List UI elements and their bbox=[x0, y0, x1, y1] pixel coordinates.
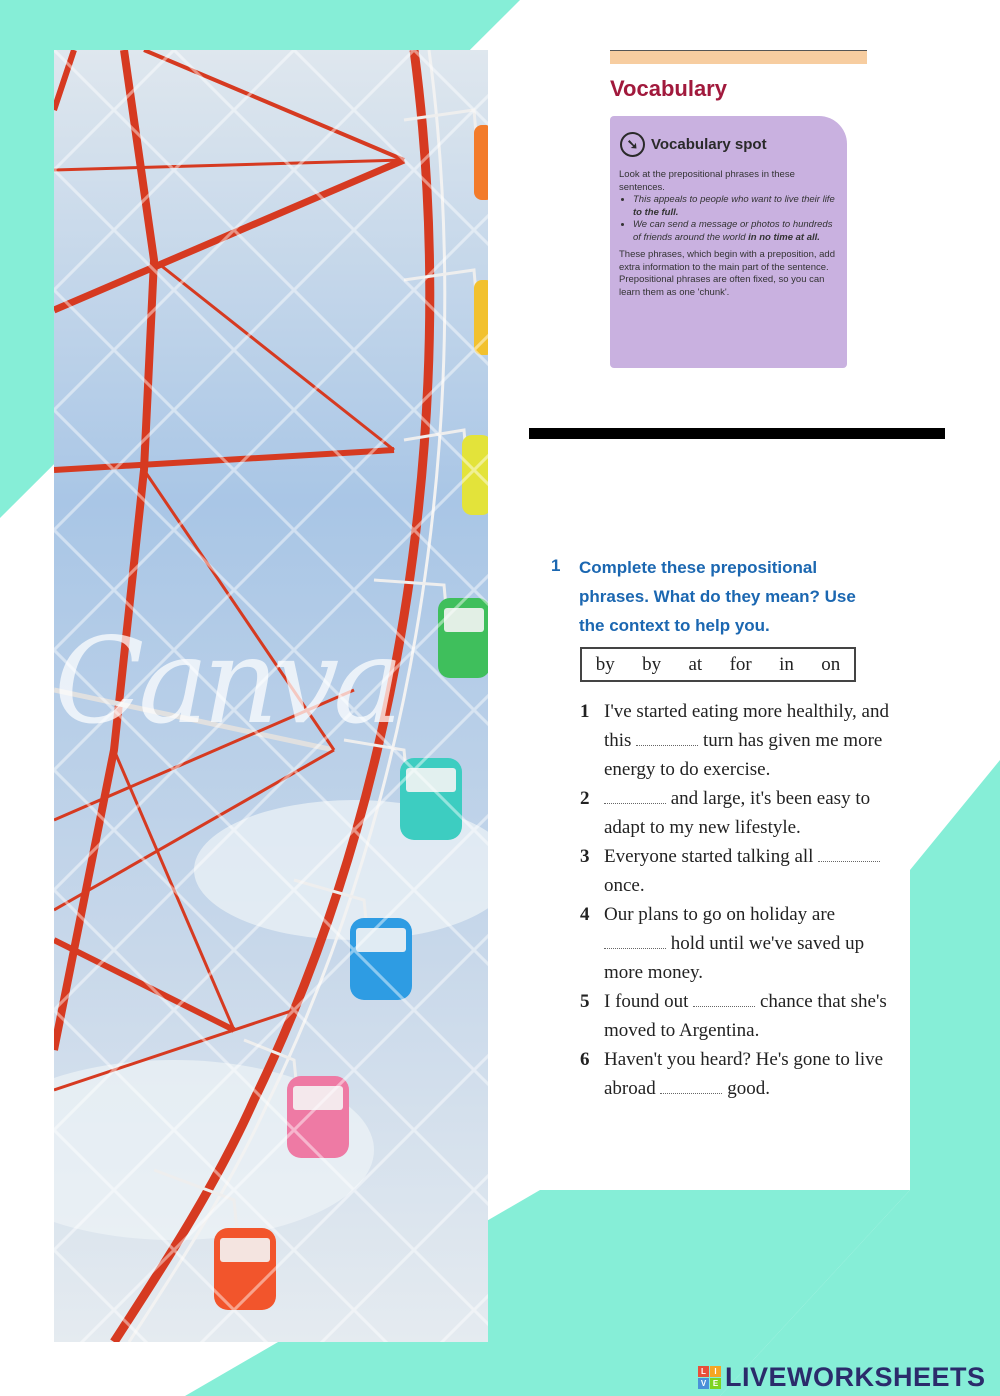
item-text-after: turn has given me more energy to do exercise. bbox=[604, 730, 883, 780]
exercise-item bbox=[580, 784, 900, 842]
exercise-item bbox=[580, 900, 900, 987]
canva-watermark: Canva bbox=[54, 612, 398, 750]
item-text bbox=[604, 987, 896, 1045]
word-bank-item: on bbox=[821, 653, 841, 675]
liveworksheets-logo[interactable] bbox=[698, 1362, 986, 1393]
vocabulary-spot-body bbox=[619, 169, 841, 299]
example-list bbox=[619, 194, 841, 244]
item-number: 5 bbox=[580, 991, 590, 1012]
example-phrase: to the full. bbox=[633, 206, 679, 218]
word-bank-item: for bbox=[729, 653, 752, 675]
example-item bbox=[633, 194, 841, 219]
item-text-before: Our plans to go on holiday are bbox=[604, 904, 836, 925]
example-text: This appeals to people who want to live their life bbox=[633, 194, 835, 205]
word-bank-item: by bbox=[642, 653, 662, 675]
item-text-before: Everyone started talking all bbox=[604, 846, 819, 867]
item-text bbox=[604, 784, 896, 842]
item-number: 6 bbox=[580, 1049, 590, 1070]
answer-blank[interactable] bbox=[604, 936, 666, 949]
vocabulary-intro: Look at the prepositional phrases in these sentences. bbox=[619, 169, 795, 193]
logo-badge-letter: E bbox=[710, 1378, 721, 1389]
exercise-panel bbox=[545, 540, 910, 1185]
word-bank-item: by bbox=[595, 653, 615, 675]
item-text bbox=[604, 842, 896, 900]
item-number: 3 bbox=[580, 846, 590, 867]
item-number: 4 bbox=[580, 904, 590, 925]
logo-badge-letter: V bbox=[698, 1378, 709, 1389]
logo-badge-icon bbox=[698, 1366, 721, 1389]
item-text-before: Haven't you heard? He's gone to live abroad bbox=[604, 1049, 884, 1099]
exercise-item bbox=[580, 1045, 900, 1103]
item-number: 2 bbox=[580, 788, 590, 809]
exercise-items bbox=[580, 697, 900, 1103]
header-bar bbox=[610, 50, 867, 64]
example-text: We can send a message or photos to hundreds of friends around the world bbox=[633, 219, 833, 243]
item-text bbox=[604, 1045, 896, 1103]
exercise-item bbox=[580, 987, 900, 1045]
item-text-after: and large, it's been easy to adapt to my new lifestyle. bbox=[604, 788, 871, 838]
example-item bbox=[633, 219, 841, 244]
section-divider bbox=[529, 428, 945, 439]
vocabulary-explanation: These phrases, which begin with a preposition, add extra information to the main part of the sentence. Prepositional phrases are often fixed, so you can learn them as one 'chunk'. bbox=[619, 249, 835, 298]
exercise-item bbox=[580, 842, 900, 900]
word-bank bbox=[580, 647, 856, 682]
vocabulary-title: Vocabulary bbox=[610, 76, 727, 101]
item-text-after: good. bbox=[722, 1078, 770, 1099]
item-text-after: chance that she's moved to Argentina. bbox=[604, 991, 887, 1041]
word-bank-item: in bbox=[779, 653, 794, 675]
item-text bbox=[604, 900, 896, 987]
example-phrase: in no time at all. bbox=[748, 231, 820, 243]
vocabulary-spot-header bbox=[620, 132, 767, 157]
answer-blank[interactable] bbox=[660, 1081, 722, 1094]
answer-blank[interactable] bbox=[818, 849, 880, 862]
exercise-number: 1 bbox=[551, 556, 561, 575]
answer-blank[interactable] bbox=[636, 733, 698, 746]
item-text-after: once. bbox=[604, 875, 645, 896]
item-text-before: I found out bbox=[604, 991, 694, 1012]
answer-blank[interactable] bbox=[693, 994, 755, 1007]
item-text bbox=[604, 697, 896, 784]
answer-blank[interactable] bbox=[604, 791, 666, 804]
vocabulary-spot-title: Vocabulary spot bbox=[651, 136, 767, 153]
exercise-instruction: Complete these prepositional phrases. What do they mean? Use the context to help you. bbox=[579, 558, 856, 635]
word-bank-item: at bbox=[688, 653, 703, 675]
item-number: 1 bbox=[580, 701, 590, 722]
item-text-before: I've started eating more healthily, and this bbox=[604, 701, 889, 751]
logo-badge-letter: I bbox=[710, 1366, 721, 1377]
arrow-circle-icon: ➘ bbox=[620, 132, 645, 157]
item-text-after: hold until we've saved up more money. bbox=[604, 933, 865, 983]
exercise-item bbox=[580, 697, 900, 784]
logo-text: LIVEWORKSHEETS bbox=[725, 1362, 986, 1392]
vocabulary-spot-box bbox=[610, 116, 847, 368]
logo-badge-letter: L bbox=[698, 1366, 709, 1377]
